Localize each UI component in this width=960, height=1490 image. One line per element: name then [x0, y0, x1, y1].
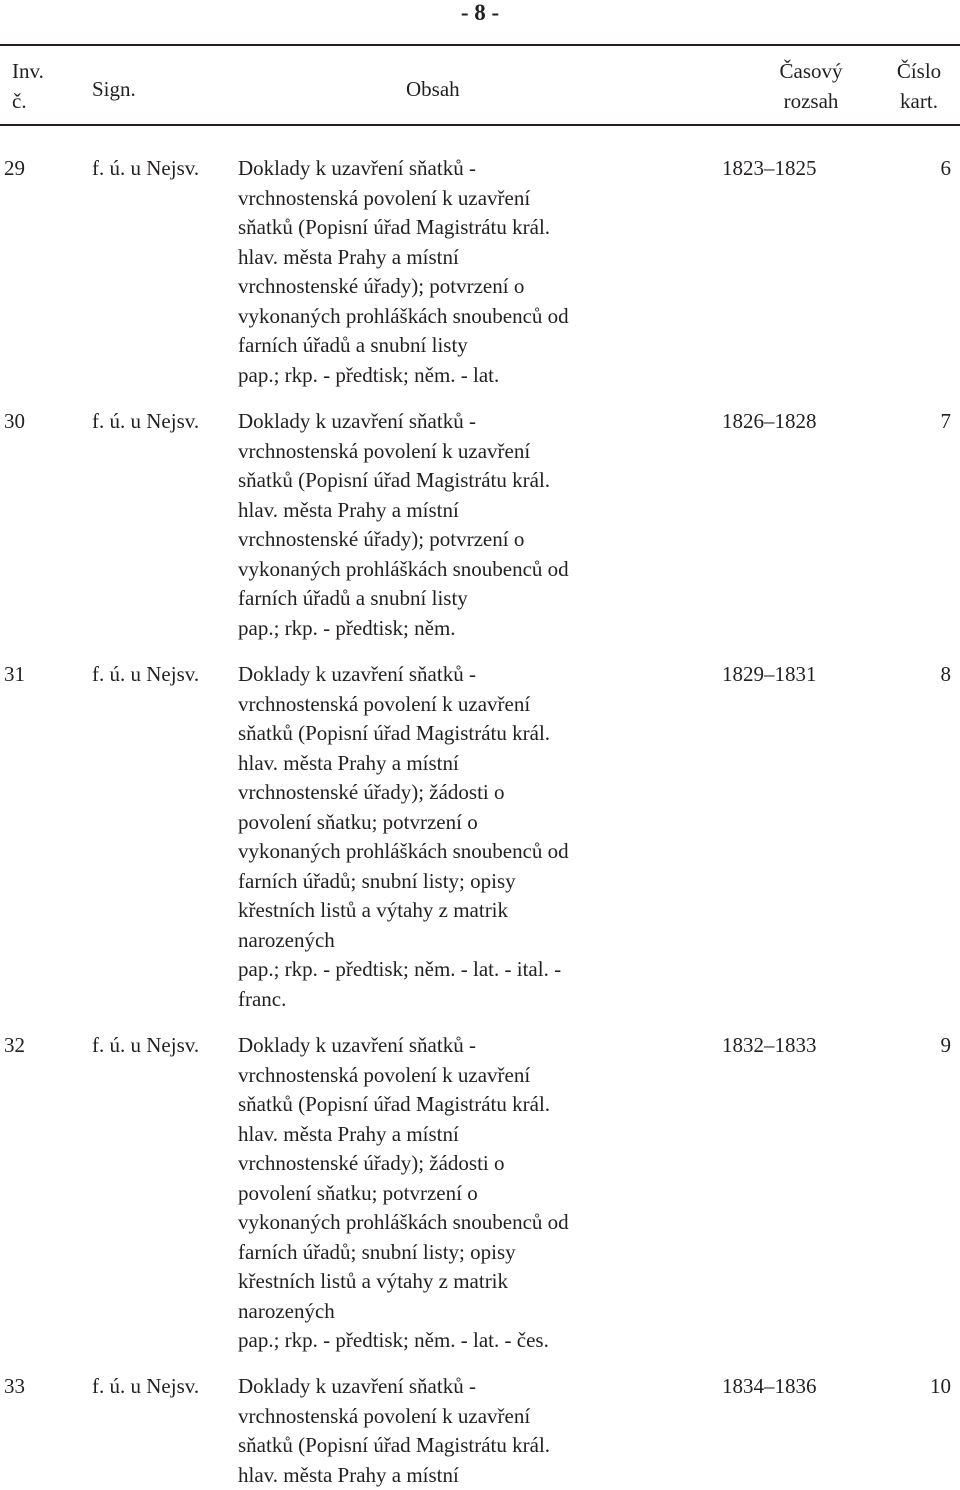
header-inventory-line-2: č. [12, 86, 44, 116]
content-line: sňatků (Popisní úřad Magistrátu král. [238, 466, 698, 496]
content-line: Doklady k uzavření sňatků - [238, 1031, 698, 1061]
content-line: hlav. města Prahy a místní [238, 1461, 698, 1490]
signature: f. ú. u Nejsv. [92, 1031, 199, 1061]
content-line: sňatků (Popisní úřad Magistrátu král. [238, 1090, 698, 1120]
entry-content [238, 660, 698, 1014]
time-range: 1834–1836 [722, 1372, 817, 1402]
header-time-range [772, 56, 850, 116]
inventory-number: 31 [4, 660, 25, 690]
content-line: narozených [238, 926, 698, 956]
inventory-number: 30 [4, 407, 25, 437]
content-line: vykonaných prohláškách snoubenců od [238, 555, 698, 585]
header-box-line-1: Číslo [888, 56, 950, 86]
content-line: vrchnostenská povolení k uzavření [238, 437, 698, 467]
content-line: vrchnostenská povolení k uzavření [238, 690, 698, 720]
content-line: pap.; rkp. - předtisk; něm. - lat. - čes. [238, 1326, 698, 1356]
box-number: 7 [941, 407, 952, 437]
inventory-number: 29 [4, 154, 25, 184]
content-line: vrchnostenská povolení k uzavření [238, 1061, 698, 1091]
header-time-line-1: Časový [772, 56, 850, 86]
inventory-number: 32 [4, 1031, 25, 1061]
content-line: farních úřadů a snubní listy [238, 331, 698, 361]
entry-content [238, 154, 698, 390]
content-line: sňatků (Popisní úřad Magistrátu král. [238, 1431, 698, 1461]
content-line: farních úřadů; snubní listy; opisy [238, 867, 698, 897]
content-line: vrchnostenské úřady); žádosti o [238, 1149, 698, 1179]
content-line: farních úřadů; snubní listy; opisy [238, 1238, 698, 1268]
content-line: sňatků (Popisní úřad Magistrátu král. [238, 719, 698, 749]
content-line: vrchnostenské úřady); potvrzení o [238, 525, 698, 555]
content-line: vrchnostenská povolení k uzavření [238, 184, 698, 214]
content-line: narozených [238, 1297, 698, 1327]
content-line: farních úřadů a snubní listy [238, 584, 698, 614]
content-line: hlav. města Prahy a místní [238, 496, 698, 526]
content-line: pap.; rkp. - předtisk; něm. [238, 614, 698, 644]
header-content: Obsah [406, 74, 460, 104]
content-line: povolení sňatku; potvrzení o [238, 808, 698, 838]
time-range: 1829–1831 [722, 660, 817, 690]
page-number: - 8 - [0, 0, 960, 28]
header-inventory-number [12, 56, 44, 116]
content-line: vykonaných prohláškách snoubenců od [238, 837, 698, 867]
entry-content [238, 407, 698, 643]
content-line: sňatků (Popisní úřad Magistrátu král. [238, 213, 698, 243]
header-time-line-2: rozsah [772, 86, 850, 116]
signature: f. ú. u Nejsv. [92, 660, 199, 690]
inventory-number: 33 [4, 1372, 25, 1402]
content-line: křestních listů a výtahy z matrik [238, 896, 698, 926]
header-inventory-line-1: Inv. [12, 56, 44, 86]
content-line: povolení sňatku; potvrzení o [238, 1179, 698, 1209]
signature: f. ú. u Nejsv. [92, 154, 199, 184]
time-range: 1832–1833 [722, 1031, 817, 1061]
header-bottom-rule [0, 124, 960, 126]
content-line: vrchnostenské úřady); potvrzení o [238, 272, 698, 302]
header-box-line-2: kart. [888, 86, 950, 116]
header-box-number [888, 56, 950, 116]
content-line: křestních listů a výtahy z matrik [238, 1267, 698, 1297]
content-line: vykonaných prohláškách snoubenců od [238, 1208, 698, 1238]
header-signature: Sign. [92, 74, 136, 104]
time-range: 1823–1825 [722, 154, 817, 184]
content-line: pap.; rkp. - předtisk; něm. - lat. - ital. - [238, 955, 698, 985]
time-range: 1826–1828 [722, 407, 817, 437]
content-line: hlav. města Prahy a místní [238, 243, 698, 273]
content-line: Doklady k uzavření sňatků - [238, 407, 698, 437]
content-line: hlav. města Prahy a místní [238, 749, 698, 779]
content-line: pap.; rkp. - předtisk; něm. - lat. [238, 361, 698, 391]
content-line: vrchnostenské úřady); žádosti o [238, 778, 698, 808]
content-line: vrchnostenská povolení k uzavření [238, 1402, 698, 1432]
content-line: franc. [238, 985, 698, 1015]
content-line: Doklady k uzavření sňatků - [238, 660, 698, 690]
content-line: Doklady k uzavření sňatků - [238, 154, 698, 184]
entry-content [238, 1372, 698, 1490]
entry-content [238, 1031, 698, 1356]
box-number: 6 [941, 154, 952, 184]
signature: f. ú. u Nejsv. [92, 1372, 199, 1402]
signature: f. ú. u Nejsv. [92, 407, 199, 437]
content-line: hlav. města Prahy a místní [238, 1120, 698, 1150]
content-line: vykonaných prohláškách snoubenců od [238, 302, 698, 332]
box-number: 10 [930, 1372, 951, 1402]
content-line: Doklady k uzavření sňatků - [238, 1372, 698, 1402]
header-top-rule [0, 44, 960, 46]
box-number: 9 [941, 1031, 952, 1061]
box-number: 8 [941, 660, 952, 690]
